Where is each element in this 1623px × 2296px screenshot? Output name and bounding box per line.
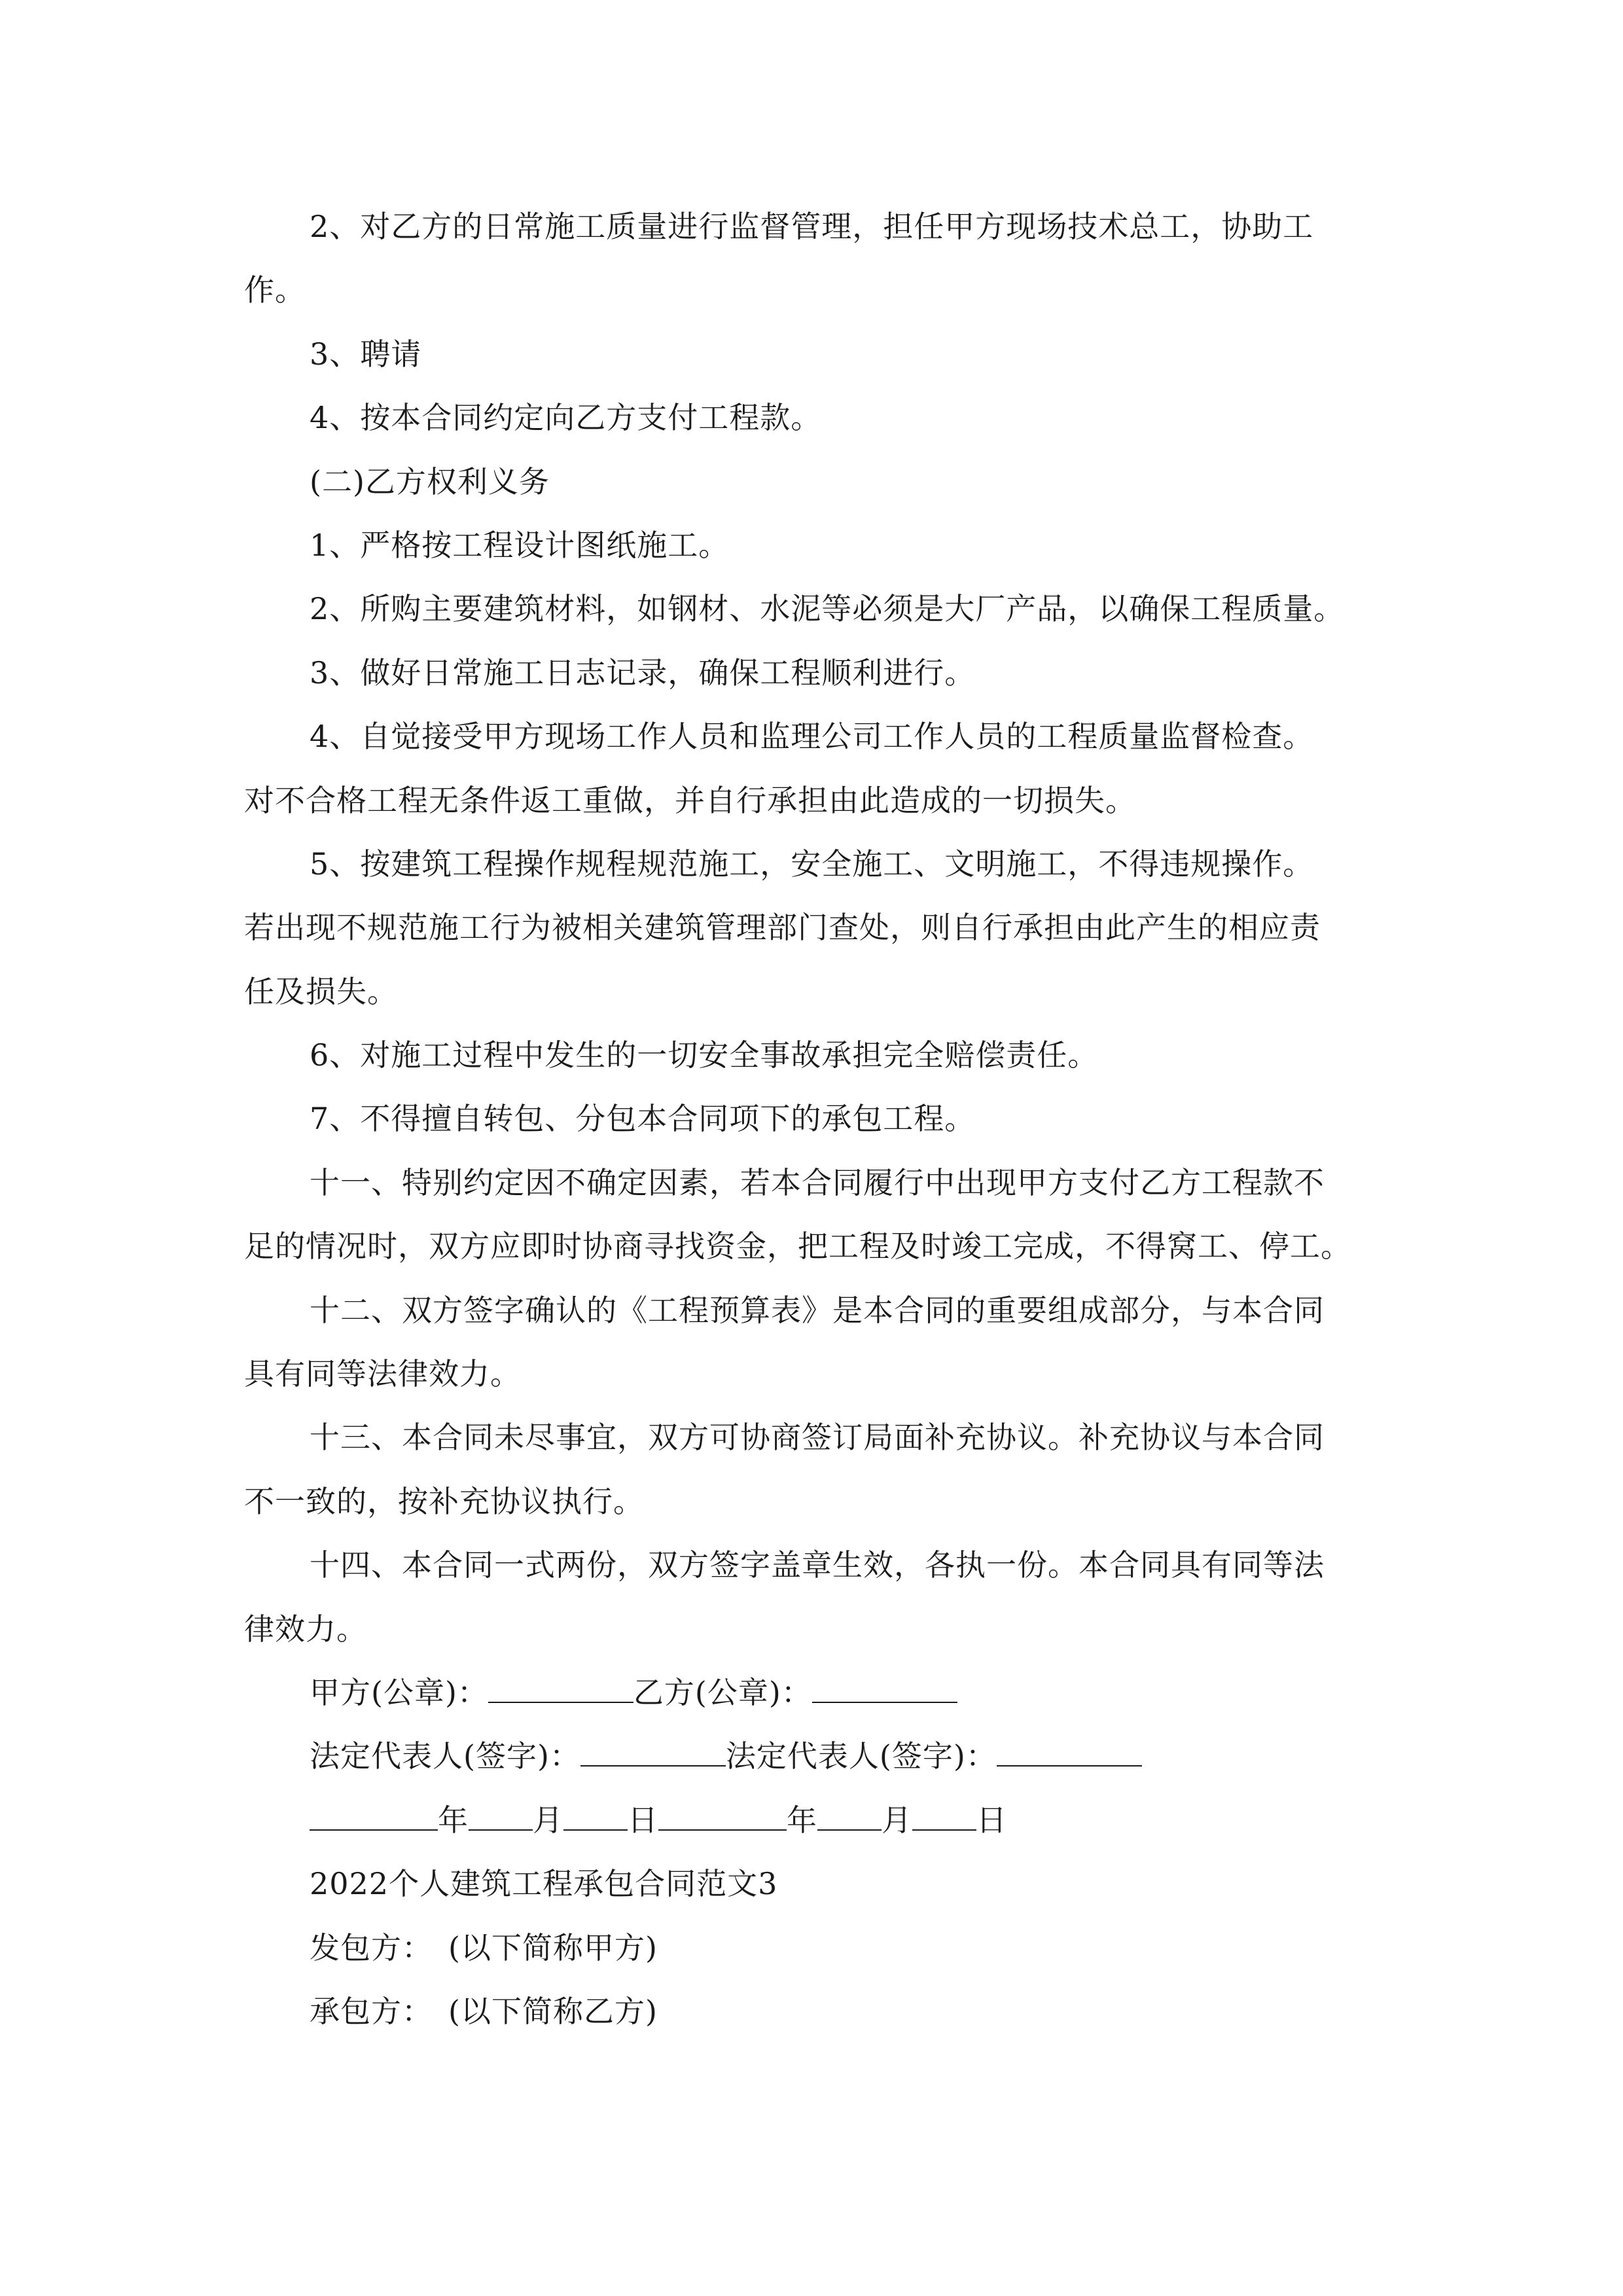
year-blank-a xyxy=(310,1803,438,1831)
signature-rep-line xyxy=(244,1725,1383,1788)
paragraph-line: 十四、本合同一式两份，双方签字盖章生效，各执一份。本合同具有同等法 xyxy=(310,1547,1325,1583)
document-body xyxy=(244,195,1383,2043)
day-label-b: 日 xyxy=(976,1802,1007,1838)
month-label-a: 月 xyxy=(533,1802,563,1838)
paragraph-line: 4、按本合同约定向乙方支付工程款。 xyxy=(310,400,822,436)
year-blank-b xyxy=(658,1803,787,1831)
year-label-a: 年 xyxy=(438,1802,469,1838)
paragraph-line: 1、严格按工程设计图纸施工。 xyxy=(310,527,730,563)
month-label-b: 月 xyxy=(882,1802,912,1838)
paragraph-line: 律效力。 xyxy=(244,1611,367,1647)
paragraph-line: 十一、特别约定因不确定因素，若本合同履行中出现甲方支付乙方工程款不 xyxy=(310,1164,1325,1200)
paragraph-line: 不一致的，按补充协议执行。 xyxy=(244,1483,644,1519)
party-b-seal-blank xyxy=(812,1676,957,1703)
signature-date-line xyxy=(244,1789,1383,1852)
year-label-b: 年 xyxy=(787,1802,817,1838)
paragraph-line: 7、不得擅自转包、分包本合同项下的承包工程。 xyxy=(310,1101,976,1137)
paragraph-line: 足的情况时，双方应即时协商寻找资金，把工程及时竣工完成，不得窝工、停工。 xyxy=(244,1229,1351,1265)
paragraph-line: 3、聘请 xyxy=(310,336,422,372)
paragraph-line: 3、做好日常施工日志记录，确保工程顺利进行。 xyxy=(310,655,976,691)
month-blank-a xyxy=(469,1803,533,1831)
paragraph-line: 4、自觉接受甲方现场工作人员和监理公司工作人员的工程质量监督检查。 xyxy=(310,719,1314,755)
day-label-a: 日 xyxy=(628,1802,658,1838)
contract-title: 2022个人建筑工程承包合同范文3 xyxy=(310,1866,778,1902)
paragraph-line: 作。 xyxy=(244,272,306,308)
contractor-line: 承包方： (以下简称乙方) xyxy=(310,1993,658,2029)
paragraph-line: 2、对乙方的日常施工质量进行监督管理，担任甲方现场技术总工，协助工 xyxy=(310,209,1314,244)
paragraph-line: 5、按建筑工程操作规程规范施工，安全施工、文明施工，不得违规操作。 xyxy=(310,846,1314,882)
paragraph-line: 对不合格工程无条件返工重做，并自行承担由此造成的一切损失。 xyxy=(244,782,1136,818)
party-a-rep-blank xyxy=(580,1739,726,1767)
paragraph-line: 6、对施工过程中发生的一切安全事故承担完全赔偿责任。 xyxy=(310,1037,1099,1073)
party-a-rep-label: 法定代表人(签字)： xyxy=(310,1738,580,1774)
paragraph-line: 具有同等法律效力。 xyxy=(244,1356,521,1392)
month-blank-b xyxy=(817,1803,882,1831)
party-b-rep-blank xyxy=(997,1739,1142,1767)
party-a-seal-blank xyxy=(488,1676,633,1703)
employer-line: 发包方： (以下简称甲方) xyxy=(310,1929,658,1965)
paragraph-line: 2、所购主要建筑材料，如钢材、水泥等必须是大厂产品，以确保工程质量。 xyxy=(310,591,1345,627)
party-b-rep-label: 法定代表人(签字)： xyxy=(725,1738,997,1774)
signature-seal-line xyxy=(244,1661,1383,1725)
paragraph-line: 若出现不规范施工行为被相关建筑管理部门查处，则自行承担由此产生的相应责 xyxy=(244,910,1321,946)
day-blank-a xyxy=(563,1803,628,1831)
party-a-seal-label: 甲方(公章)： xyxy=(310,1674,488,1710)
paragraph-line: 十三、本合同未尽事宜，双方可协商签订局面补充协议。补充协议与本合同 xyxy=(310,1420,1325,1456)
party-b-seal-label: 乙方(公章)： xyxy=(633,1674,812,1710)
paragraph-line: 任及损失。 xyxy=(244,973,398,1009)
section-heading: (二)乙方权利义务 xyxy=(310,463,550,499)
paragraph-line: 十二、双方签字确认的《工程预算表》是本合同的重要组成部分，与本合同 xyxy=(310,1292,1325,1328)
day-blank-b xyxy=(912,1803,976,1831)
